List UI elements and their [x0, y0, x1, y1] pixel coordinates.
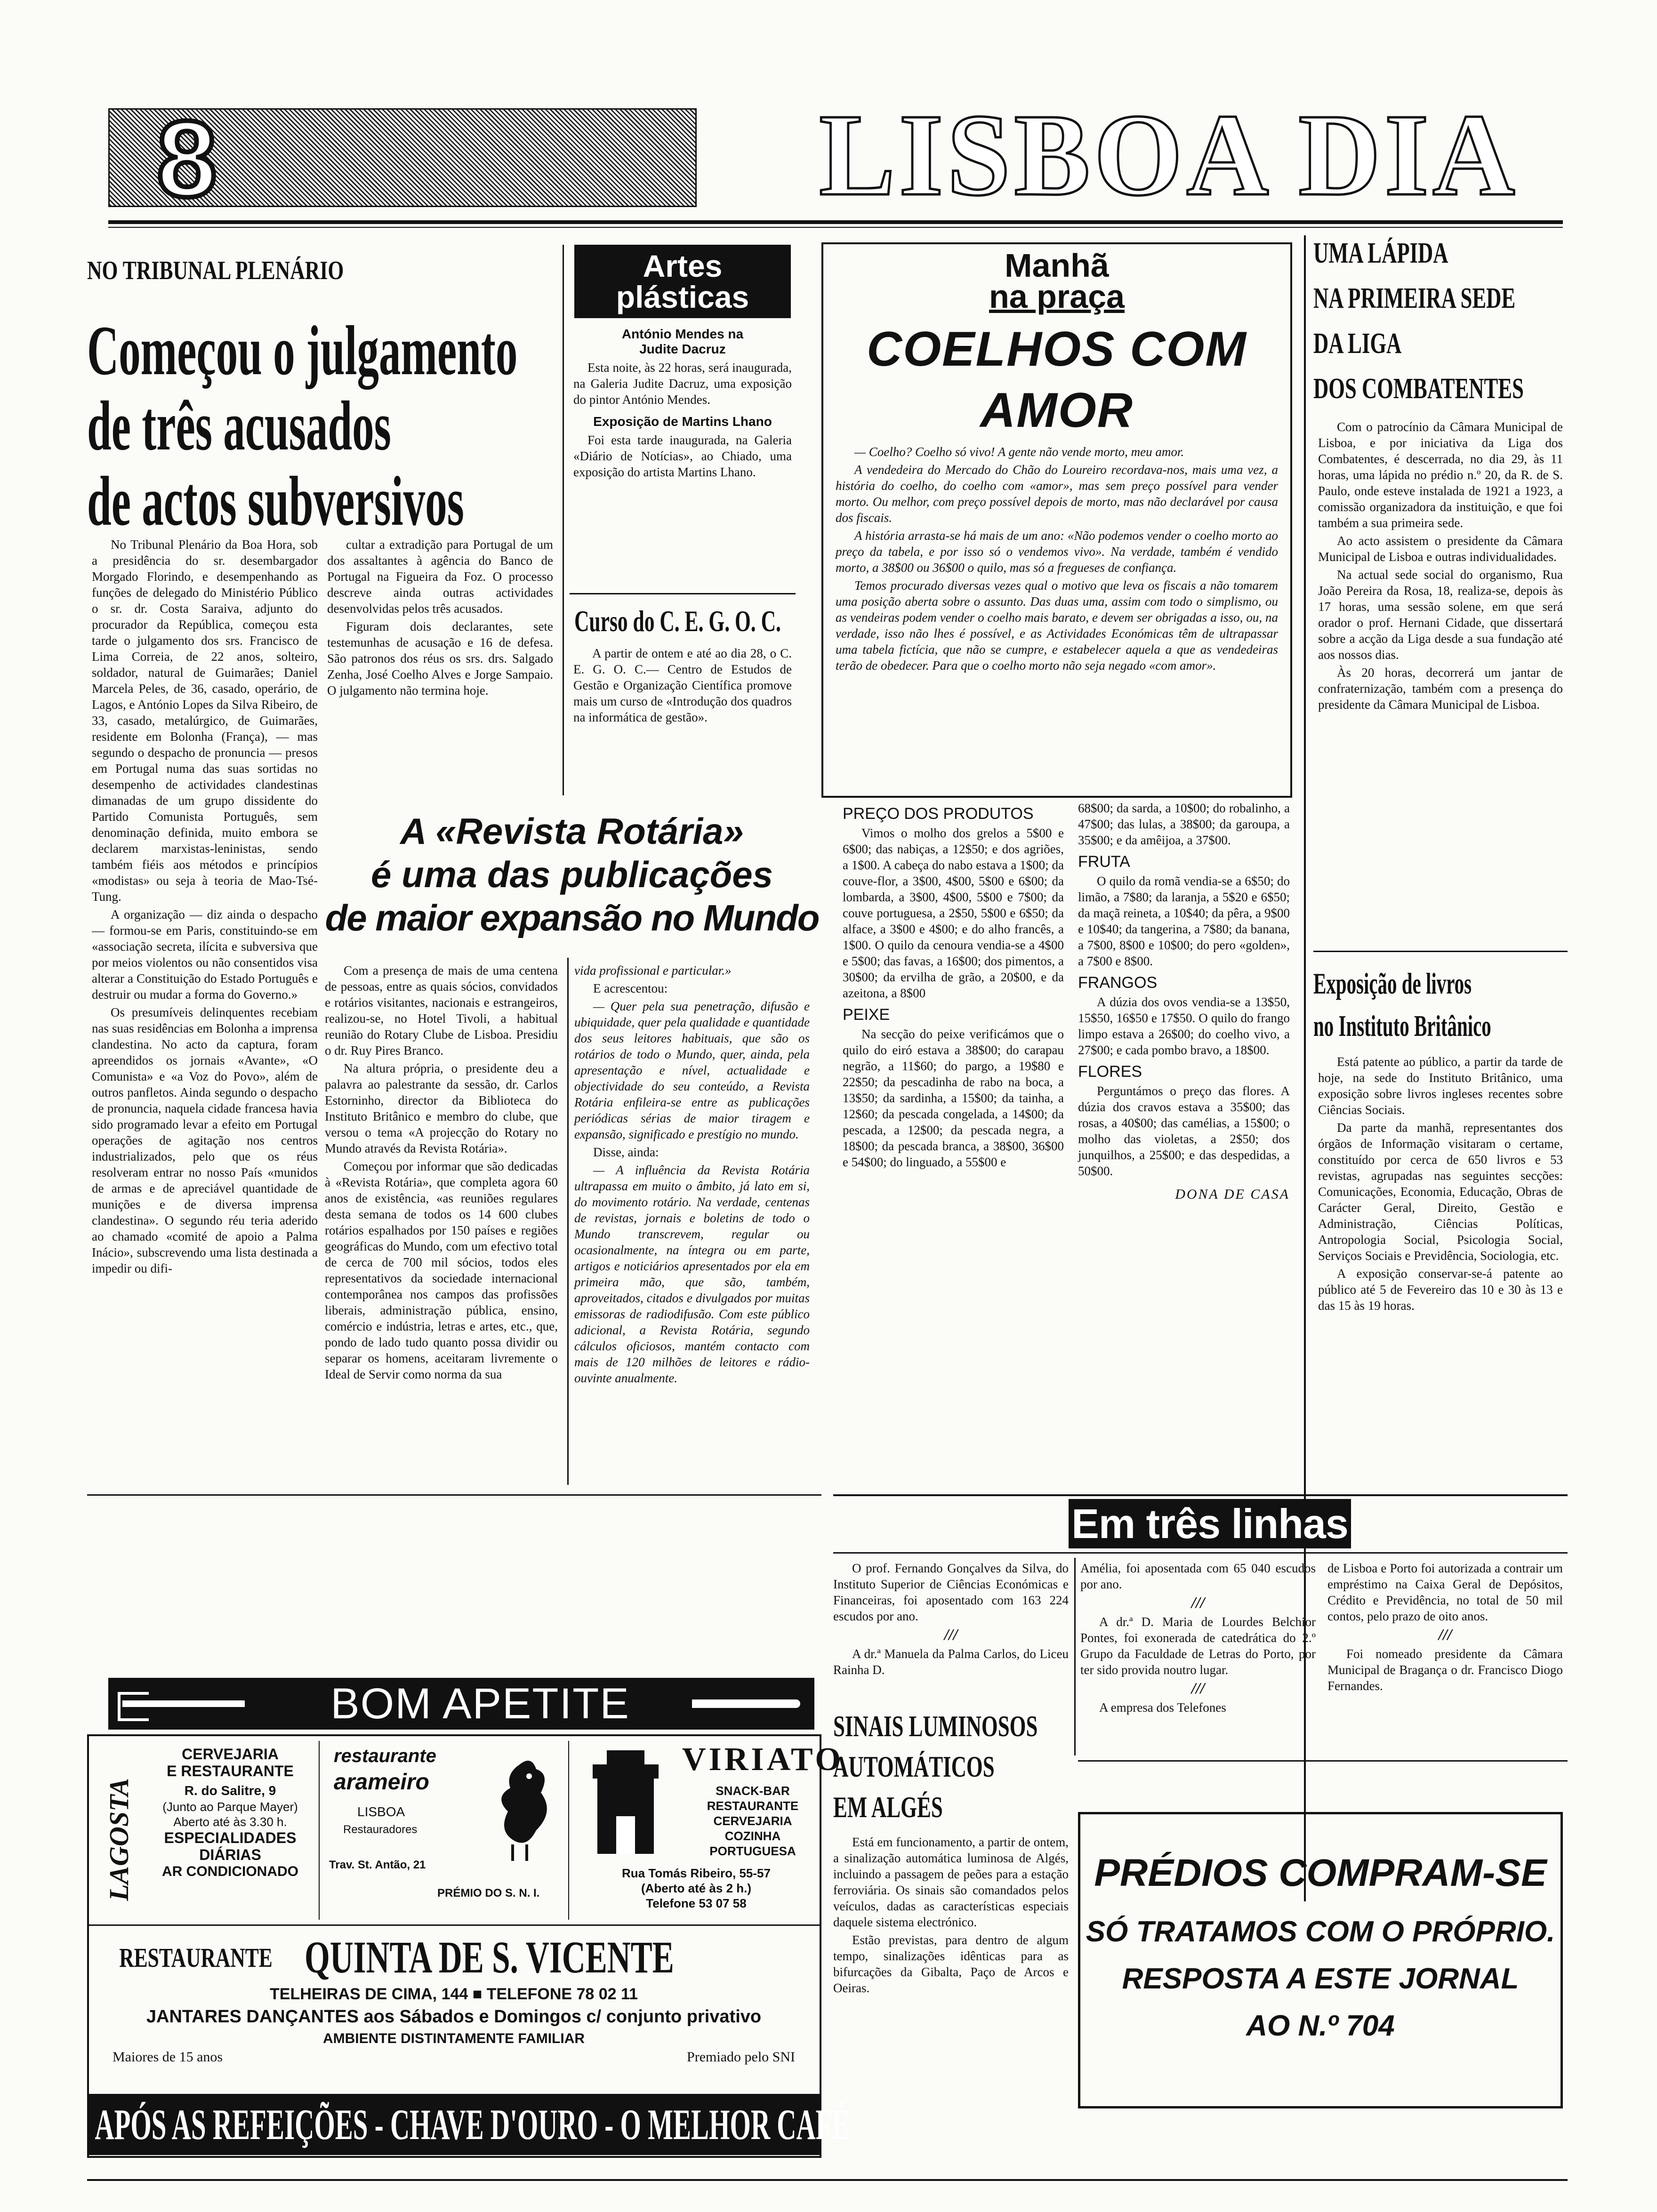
- tres-linhas-item: A dr.ª Manuela da Palma Carlos, do Liceu Rainha D.: [833, 1647, 1069, 1677]
- ad-line: (Aberto até às 2 h.): [641, 1881, 752, 1895]
- tower-svg: [579, 1746, 673, 1859]
- ad-line: COZINHA: [724, 1829, 781, 1843]
- manha-banner-line: Manhã: [1005, 247, 1109, 284]
- rotaria-headline-line: de maior expansão no Mundo: [325, 897, 819, 938]
- column-rule: [563, 245, 564, 795]
- ad-line: Trav. St. Antão, 21: [329, 1859, 426, 1871]
- rotaria-paragraph: E acrescentou:: [593, 981, 668, 995]
- rotaria-col1: [325, 962, 558, 1485]
- ad-viriato-address: [579, 1866, 814, 1911]
- predios-line: RESPOSTA A ESTE JORNAL: [1122, 1963, 1519, 1995]
- lapida-paragraph: Ao acto assistem o presidente da Câmara Municipal de Lisboa e outras individualidades.: [1318, 534, 1563, 564]
- tribunal-headline-line: de três acusados: [87, 387, 391, 465]
- quinta-line: JANTARES DANÇANTES aos Sábados e Domingos c/ conjunto privativo: [146, 2007, 762, 2027]
- quinta-footer-right: Premiado pelo SNI: [687, 2049, 795, 2065]
- rotaria-paragraph: — A influência da Revista Rotária ultrapassa em muito o âmbito, já lato em si, do movimento rotário. Na verdade, centenas de revistas, jornais e boletins de todo o Mundo transcrevem, regular ou ocasionalmente, na íntegra ou em parte, artigos e noticiários apresentados por ela em primeira mão, que são, também, aproveitados, citados e divulgados por muitas emissoras de radiodifusão. Com este público adicional, a Revista Rotária, segundo cálculos oficiosos, mantém contacto com mais de 120 milhões de leitores e rádio-ouvinte anualmente.: [574, 1163, 810, 1385]
- manha-paragraph: — Coelho? Coelho só vivo! A gente não vende morto, meu amor.: [854, 445, 1184, 459]
- tres-linhas-col2: [1080, 1560, 1316, 1758]
- section-rule: [1078, 1760, 1568, 1762]
- rotaria-paragraph: Disse, ainda:: [593, 1145, 659, 1159]
- tres-linhas-item: A dr.ª D. Maria de Lourdes Belchior Pontes, foi exonerada de catedrática do 2.º Grupo da Faculdade de Letras do Porto, por ter sido provida noutro lugar.: [1080, 1615, 1316, 1677]
- ad-line: ESPECIALIDADES DIÁRIAS: [164, 1829, 297, 1863]
- tribunal-headline-line: de actos subversivos: [87, 462, 464, 540]
- tres-linhas-banner: [1069, 1499, 1351, 1548]
- section-rule: [833, 1552, 1568, 1554]
- manha-banner-line: na praça: [989, 278, 1125, 315]
- artes-banner-line: Artes: [643, 248, 723, 283]
- manha-signature: DONA DE CASA: [1175, 1186, 1290, 1202]
- tribunal-paragraph: Figuram dois declarantes, sete testemunhas de acusação e 16 de defesa. São patronos dos réus os srs. drs. Salgado Zenha, José Coelho Alves e Jorge Sampaio. O julgamento não termina hoje.: [327, 619, 553, 697]
- ad-line: arameiro: [334, 1770, 429, 1795]
- sinais-article: [833, 1706, 1069, 2177]
- peixe-text-cont: 68$00; da sarda, a 10$00; do robalinho, a 47$00; das lulas, a 38$00; da garoupa, a 35$00; e da amêijoa, a 37$00.: [1078, 801, 1290, 847]
- tower-icon: [579, 1746, 673, 1859]
- predios-line: AO N.º 704: [1246, 2010, 1395, 2042]
- artes-item1-text: Esta noite, às 22 horas, será inaugurada, na Galeria Judite Dacruz, uma exposição do pintor António Mendes.: [573, 361, 792, 407]
- artes-item2-title: Exposição de Martins Lhano: [593, 414, 772, 429]
- page-number-block: [108, 98, 697, 219]
- ad-line: Aberto até às 3.30 h.: [173, 1815, 287, 1829]
- livros-article: [1313, 958, 1568, 1485]
- tribunal-paragraph: Os presumíveis delinquentes recebiam nas suas residências em Bolonha a imprensa clandestina. No acto da captura, foram apreendidos os jornais «Avante», «O Comunista» e «a Voz do Povo», além de outros panfletos. Ainda segundo o despacho de pronuncia, naquela cidade francesa havia sido programado levar a efeito em Portugal operações de agitação nos centros industrializados, pelo que os réus resolveram entrar no nosso País «munidos de armas e de apreciável quantidade de munições e de diversa imprensa clandestina». O segundo réu teria aderido ao chamado «comité de apoio a Palma Inácio», subscrevendo uma lista destinada a impedir ou difi-: [92, 1005, 318, 1275]
- ad-line: PRÉMIO DO S. N. I.: [437, 1887, 540, 1899]
- quinta-name: QUINTA DE S. VICENTE: [305, 1932, 674, 1982]
- manha-paragraph: A vendedeira do Mercado do Chão do Loureiro recordava-nos, mais uma vez, a história do coelho, do coelho com «amor», mas sem preço possível para vender morto. Ou melhor, com preço possível depois de morto, mas não declarável por causa dos fiscais.: [836, 463, 1278, 525]
- tres-linhas-item: Amélia, foi aposentada com 65 040 escudos por ano.: [1080, 1561, 1316, 1591]
- tribunal-paragraph: A organização — diz ainda o despacho — formou-se em Paris, constituindo-se em «associação secreta, ilícita e subversiva que por meios violentos ou não consentidos visa alterar a Constituição do Estado Português e destruir ou mudar a forma do Governo.»: [92, 907, 318, 1002]
- ad-divider: [89, 1924, 820, 1926]
- quinta-line: AMBIENTE DISTINTAMENTE FAMILIAR: [322, 2031, 585, 2046]
- manha-box: [821, 242, 1292, 798]
- tres-linhas-item: de Lisboa e Porto foi autorizada a contrair um empréstimo na Caixa Geral de Depósitos, Crédito e Previdência, no total de 50 mil contos, pelo prazo de oito anos.: [1327, 1561, 1563, 1623]
- section-rule: [87, 1494, 821, 1496]
- lapida-paragraph: Com o patrocínio da Câmara Municipal de Lisboa, e por iniciativa da Liga dos Combatentes, é descerrada, no dia 29, às 11 horas, uma lápida no prédio n.º 20, da R. de S. Paulo, onde esteve instalada de 1921 a 1923, a comissão organizadora da instituição, e que foi também a sua primeira sede.: [1318, 420, 1563, 530]
- fruta-heading: FRUTA: [1078, 853, 1130, 871]
- lapida-paragraph: Às 20 horas, decorrerá um jantar de confraternização, também com a presença do presidente da Câmara Municipal de Lisboa.: [1318, 665, 1563, 712]
- ad-cervejaria: [94, 1741, 320, 1920]
- tres-linhas-col3: [1327, 1560, 1563, 1758]
- column-rule: [1313, 951, 1568, 952]
- masthead-title: LISBOA DIA: [819, 90, 1519, 220]
- sinais-body: [833, 1827, 1069, 1996]
- ad-line: VIRIATO: [682, 1741, 844, 1778]
- ad-line: E RESTAURANTE: [167, 1763, 294, 1779]
- artes-item2-text: Foi esta tarde inaugurada, na Galeria «Diário de Notícias», ao Chiado, uma exposição do artista Martins Lhano.: [573, 433, 792, 479]
- rotaria-paragraph: Com a presença de mais de uma centena de pessoas, entre as quais sócios, convidados e rotários visitantes, nacionais e estrangeiros, realizou-se, no Hotel Tivoli, a habitual reunião do Rotary Clube de Lisboa. Presidiu o dr. Ruy Pires Branco.: [325, 963, 558, 1058]
- predios-line: SÓ TRATAMOS COM O PRÓPRIO.: [1086, 1915, 1555, 1948]
- peixe-text: Na secção do peixe verificámos que o quilo do eiró estava a 38$00; do carapau negrão, a 11$60; do pargo, a 19$80 e 22$50; da pescadinha de rabo na boca, a 13$50; da sardinha, a 15$00; da tainha, a 12$60; da pescada congelada, a 14$00; da pescada, a 12$00; da pescada negra, a 18$00; da pescada branca, a 38$00, 36$00 e 54$00; do linguado, a 55$00 e: [843, 1027, 1064, 1169]
- ad-viriato: [574, 1741, 844, 1920]
- tres-linhas-separator: ///: [1191, 1594, 1205, 1611]
- tres-linhas-title: Em três linhas: [1071, 1500, 1348, 1547]
- livros-paragraph: A exposição conservar-se-á patente ao público até 5 de Fevereiro das 10 e 30 às 13 e das 15 às 19 horas.: [1318, 1266, 1563, 1313]
- sinais-headline-line: EM ALGÉS: [833, 1790, 943, 1824]
- tres-linhas-item: O prof. Fernando Gonçalves da Silva, do Instituto Superior de Ciências Económicas e Financeiras, foi aposentado com 163 224 escudos por ano.: [833, 1561, 1069, 1623]
- rotaria-paragraph: — Quer pela sua penetração, difusão e ubiquidade, quer pela qualidade e quantidade dos seus leitores habituais, que são os rotários de todo o Mundo, quer, ainda, pela apresentação e nível, actualidade e objectividade do seu conteúdo, a Revista Rotária enfileira-se entre as publicações periódicas sérias de maior tiragem e expansão, significado e prestígio no mundo.: [574, 999, 810, 1141]
- rooster-svg: [484, 1755, 555, 1863]
- tres-linhas-col1: [833, 1560, 1069, 1715]
- rotaria-paragraph: Começou por informar que são dedicadas à «Revista Rotária», que completa agora 60 anos de existência, «as reuniões regulares desta semana de todos os 14 600 clubes rotários espalhados por 150 países e regiões geográficas do Mundo, com um efectivo total de cerca de 700 mil sócios, todos eles representativos da sociedade internacional contemporânea nos campos das profissões liberais, administração pública, ensino, comércio e indústria, letras e artes, etc., que, pondo de lado tudo quanto possa dividir ou separar os homens, aceitaram livremente o Ideal de Servir como norma da sua: [325, 1159, 558, 1381]
- ad-quinta: [94, 1931, 814, 2073]
- ad-line: R. do Salitre, 9: [184, 1783, 276, 1798]
- sinais-paragraph: Está em funcionamento, a partir de ontem, a sinalização automática luminosa de Algés, incluindo a passagem de peões para a estação ferroviária. Os sinais são comandados pelos veículos, dadas as características especiais daquele sistema electrónico.: [833, 1835, 1069, 1929]
- rooster-icon: [484, 1755, 555, 1863]
- lapida-body: [1313, 411, 1568, 713]
- lapida-headline: [1313, 231, 1568, 411]
- ad-line: restaurante: [334, 1746, 436, 1766]
- artes-item1-title: António Mendes na Judite Dacruz: [621, 327, 744, 356]
- cegoc-section: [570, 600, 796, 798]
- flores-text: Perguntámos o preço das flores. A dúzia dos cravos estava a 35$00; das rosas, a 40$00; das camélias, a 15$00; o molho das violetas, a 2$50; dos junquilhos, a 25$00; e das despedidas, a 50$00.: [1078, 1084, 1290, 1178]
- lobster-vertical-text: LAGOSTA: [104, 1778, 134, 1901]
- livros-headline: [1313, 962, 1568, 1047]
- quinta-title-row: [94, 1931, 814, 1983]
- tres-linhas-separator: ///: [1191, 1680, 1205, 1697]
- tribunal-paragraph: No Tribunal Plenário da Boa Hora, sob a presidência do sr. desembargador Morgado Florindo, e desempenhando as funções de delegado do Ministério Público o sr. dr. Costa Saraiva, adjunto do procurador da República, começou esta tarde o julgamento dos srs. Francisco de Lima Correia, de 22 anos, solteiro, soldador, natural de Guimarães; Daniel Marcela Peles, de 36, casado, operário, de Lagos, e António Lopes da Silva Ribeiro, de 33, casado, metalúrgico, de Guimarães, residente em Bolonha (França), — mas segundo o despacho de pronuncia — presos em Portugal numa das suas sortidas no desempenho de actividades clandestinas dimanadas de um grupo dissidente do Partido Comunista Português, sem denominação definida, muito embora se declarem marxistas-leninistas, sendo também fiéis aos métodos e princípios «modistas» ou seja à teoria de Mao-Tsé-Tung.: [92, 537, 318, 904]
- ad-line: AR CONDICIONADO: [162, 1864, 298, 1879]
- ad-cervejaria-text: [145, 1746, 315, 1880]
- masthead: [819, 90, 1519, 220]
- bottom-rule: [87, 2179, 1568, 2181]
- rotaria-article: [325, 809, 819, 1487]
- header-rule: [108, 220, 1563, 224]
- lapida-headline-line: DA LIGA: [1313, 328, 1402, 360]
- cegoc-title: Curso do C. E. G. O. C.: [574, 604, 781, 638]
- lapida-headline-line: DOS COMBATENTES: [1313, 373, 1524, 405]
- flores-heading: FLORES: [1078, 1063, 1142, 1081]
- bom-apetite-bar: [108, 1678, 814, 1730]
- ad-line: CERVEJARIA: [713, 1814, 792, 1828]
- precos-text: Vimos o molho dos grelos a 5$00 e 6$00; das nabiças, a 12$50; e dos agriões, a 1$00. A cabeça do nabo estava a 1$00; da couve-flor, a 3$00, 4$00, 5$00 e 6$00; da lombarda, a 3$00, 4$00, 5$00 e 7$00; da couve portuguesa, a 2$50, 5$00 e 6$50; da alface, a 3$00 e 4$00; e do alho francês, a 1$00. O quilo da cenoura vendia-se a 4$00 e 5$00; das favas, a 16$00; dos pimentos, a 30$00; da ervilha de grão, a 20$00, e da azeitona, a 8$00: [843, 826, 1064, 1000]
- column-rule: [1074, 1558, 1076, 1755]
- page-number: 8: [157, 98, 217, 219]
- section-rule: [833, 1494, 1568, 1496]
- peixe-heading: PEIXE: [843, 1006, 890, 1024]
- frangos-text: A dúzia dos ovos vendia-se a 13$50, 15$50, 16$50 e 17$50. O quilo do frango limpo estava a 26$00; do coelho vivo, a 27$00; e cada pombo bravo, a 18$00.: [1078, 995, 1290, 1057]
- frangos-heading: FRANGOS: [1078, 974, 1158, 992]
- livros-paragraph: Está patente ao público, a partir da tarde de hoje, na sede do Instituto Britânico, uma exposição sobre livros ingleses recentes sobre Ciências Sociais.: [1318, 1055, 1563, 1117]
- rotaria-paragraph: Na altura própria, o presidente deu a palavra ao palestrante da sessão, dr. Carlos Estorninho, director da Biblioteca do Instituto Britânico e membro do clube, que versou o tema «A projecção do Rotary no Mundo através da Revista Rotária».: [325, 1061, 558, 1155]
- artes-banner-line: plásticas: [616, 280, 749, 314]
- rotaria-headline: [325, 809, 819, 939]
- quinta-footer-left: Maiores de 15 anos: [113, 2049, 223, 2065]
- sinais-headline-line: SINAIS LUMINOSOS: [833, 1709, 1038, 1743]
- tribunal-col2: [327, 537, 553, 706]
- ad-chave-douro: [89, 2094, 850, 2155]
- fruta-text: O quilo da romã vendia-se a 6$50; do limão, a 7$80; da laranja, a 5$20 e 6$50; da maçã reineta, a 10$40; da pêra, a 9$00 e 10$40; da tangerina, a 7$80; da banana, a 7$00, 8$00 e 10$00; do pero «golden», a 7$00 e 8$00.: [1078, 874, 1290, 968]
- manha-paragraph: Temos procurado diversas vezes qual o motivo que leva os fiscais a não tomarem uma posição aberta sobre o assunto. Das duas uma, assim com todo o simplismo, ou as vendeiras podem vender o coelho mais barato, e devem ser obrigadas a isso, ou, na verdade, isso não lhes é possível, e as Actividades Económicas têm de ultrapassar uma tabela fictícia, que não se cumpre, e estabelecer aquela a que as vendedeiras terão de obedecer. Para que o coelho morto não seja negado «com amor».: [836, 578, 1278, 673]
- ad-arameiro: [324, 1741, 569, 1920]
- lapida-headline-line: NA PRIMEIRA SEDE: [1313, 282, 1516, 314]
- tribunal-headline-line: Começou o julgamento: [87, 312, 518, 390]
- livros-body: [1313, 1047, 1568, 1314]
- ad-line: Telefone 53 07 58: [646, 1896, 747, 1910]
- tres-linhas-item: Foi nomeado presidente da Câmara Municipal de Bragança o dr. Francisco Diogo Fernandes.: [1327, 1647, 1563, 1693]
- tribunal-col1: [92, 537, 318, 1440]
- bom-apetite-box: [87, 1734, 850, 2158]
- bom-apetite-title: BOM APETITE: [330, 1680, 630, 1728]
- ad-line: SNACK-BAR: [716, 1784, 790, 1798]
- manha-banner: [823, 247, 1290, 315]
- livros-paragraph: Da parte da manhã, representantes dos órgãos de Informação visitaram o certame, constituído por cerca de 650 livros e 53 revistas, agrupadas nas seguintes secções: Comunicações, Economia, Educação, Obras de Carácter Geral, Direito, Gestão e Administração, Ciências Políticas, Antropologia Social, Psicologia Social, Serviços Sociais e Previdência, Sociologia, etc.: [1318, 1121, 1563, 1263]
- tribunal-paragraph: cultar a extradição para Portugal de um dos assaltantes à agência do Banco de Portugal na Figueira da Foz. O processo descreve ainda outras actividades desenvolvidas pelos três acusados.: [327, 537, 553, 616]
- artes-banner: [574, 245, 791, 318]
- artes-section: [570, 245, 796, 574]
- livros-headline-line: Exposição de livros: [1313, 967, 1472, 1000]
- header-rule-thin: [108, 227, 1563, 228]
- lapida-paragraph: Na actual sede social do organismo, Rua João Pereira da Rosa, 18, realiza-se, depois às 17 horas, uma sessão solene, em que será orador o prof. Hernani Cidade, que dissertará sobre a acção da Liga desde a sua fundação até aos nossos dias.: [1318, 568, 1563, 662]
- ad-viriato-services: [692, 1783, 814, 1859]
- predios-line: PRÉDIOS COMPRAM-SE: [1094, 1851, 1547, 1894]
- quinta-line: TELHEIRAS DE CIMA, 144 ■ TELEFONE 78 02 11: [270, 1985, 638, 2003]
- tribunal-headline: [87, 312, 560, 540]
- chave-text: APÓS AS REFEIÇÕES - CHAVE D'OURO - O MELHOR CAFÉ: [95, 2100, 850, 2148]
- ad-line: LISBOA: [357, 1804, 405, 1819]
- lapida-article: [1313, 231, 1568, 955]
- manha-prices-col2: [1078, 800, 1290, 1497]
- rotaria-headline-line: A «Revista Rotária»: [400, 810, 744, 852]
- tres-linhas-separator: ///: [1438, 1626, 1452, 1643]
- manha-headline: COELHOS COM AMOR: [867, 322, 1247, 438]
- quinta-prefix: RESTAURANTE: [119, 1942, 273, 1973]
- tres-linhas-item: A empresa dos Telefones: [1099, 1700, 1226, 1715]
- tres-linhas-separator: ///: [944, 1626, 958, 1643]
- column-rule: [570, 593, 796, 594]
- manha-intro: [823, 441, 1290, 673]
- ad-line: Restauradores: [343, 1823, 418, 1836]
- sinais-headline: [833, 1706, 1069, 1827]
- ad-line: (Junto ao Parque Mayer): [162, 1800, 298, 1814]
- sinais-paragraph: Estão previstas, para dentro de algum tempo, sinalizações idênticas para as bifurcações da Gibalta, Paço de Arcos e Oeiras.: [833, 1933, 1069, 1995]
- rotaria-headline-line: é uma das publicações: [370, 854, 773, 895]
- sinais-headline-line: AUTOMÁTICOS: [833, 1750, 995, 1783]
- rotaria-paragraph: vida profissional e particular.»: [574, 963, 732, 978]
- ad-line: RESTAURANTE: [707, 1799, 799, 1813]
- ad-line: PORTUGUESA: [709, 1844, 796, 1858]
- livros-headline-line: no Instituto Britânico: [1313, 1009, 1491, 1042]
- manha-paragraph: A história arrasta-se há mais de um ano: «Não podemos vender o coelho morto ao preço da tabela, e por isso só o vendemos vivo». Na verdade, também é vendido morto, a 38$00 ou 36$00 o quilo, mas só a fregueses de confiança.: [836, 529, 1278, 575]
- cegoc-text: A partir de ontem e até ao dia 28, o C. E. G. O. C.— Centro de Estudos de Gestão e Organização Científica promove mais um curso de «Introdução dos quadros na informática de gestão».: [573, 646, 792, 724]
- predios-ad: [1078, 1812, 1563, 2108]
- ad-line: Rua Tomás Ribeiro, 55-57: [622, 1866, 771, 1880]
- lapida-headline-line: UMA LÁPIDA: [1313, 237, 1448, 269]
- column-rule: [567, 958, 569, 1485]
- precos-heading: PREÇO DOS PRODUTOS: [843, 805, 1034, 823]
- knife-icon: [692, 1699, 800, 1708]
- rotaria-col2: [574, 962, 810, 1485]
- manha-prices-col1: [843, 800, 1064, 1497]
- ad-line: CERVEJARIA: [182, 1746, 279, 1763]
- tribunal-kicker: NO TRIBUNAL PLENÁRIO: [87, 256, 344, 285]
- fork-tines-icon: [118, 1692, 149, 1721]
